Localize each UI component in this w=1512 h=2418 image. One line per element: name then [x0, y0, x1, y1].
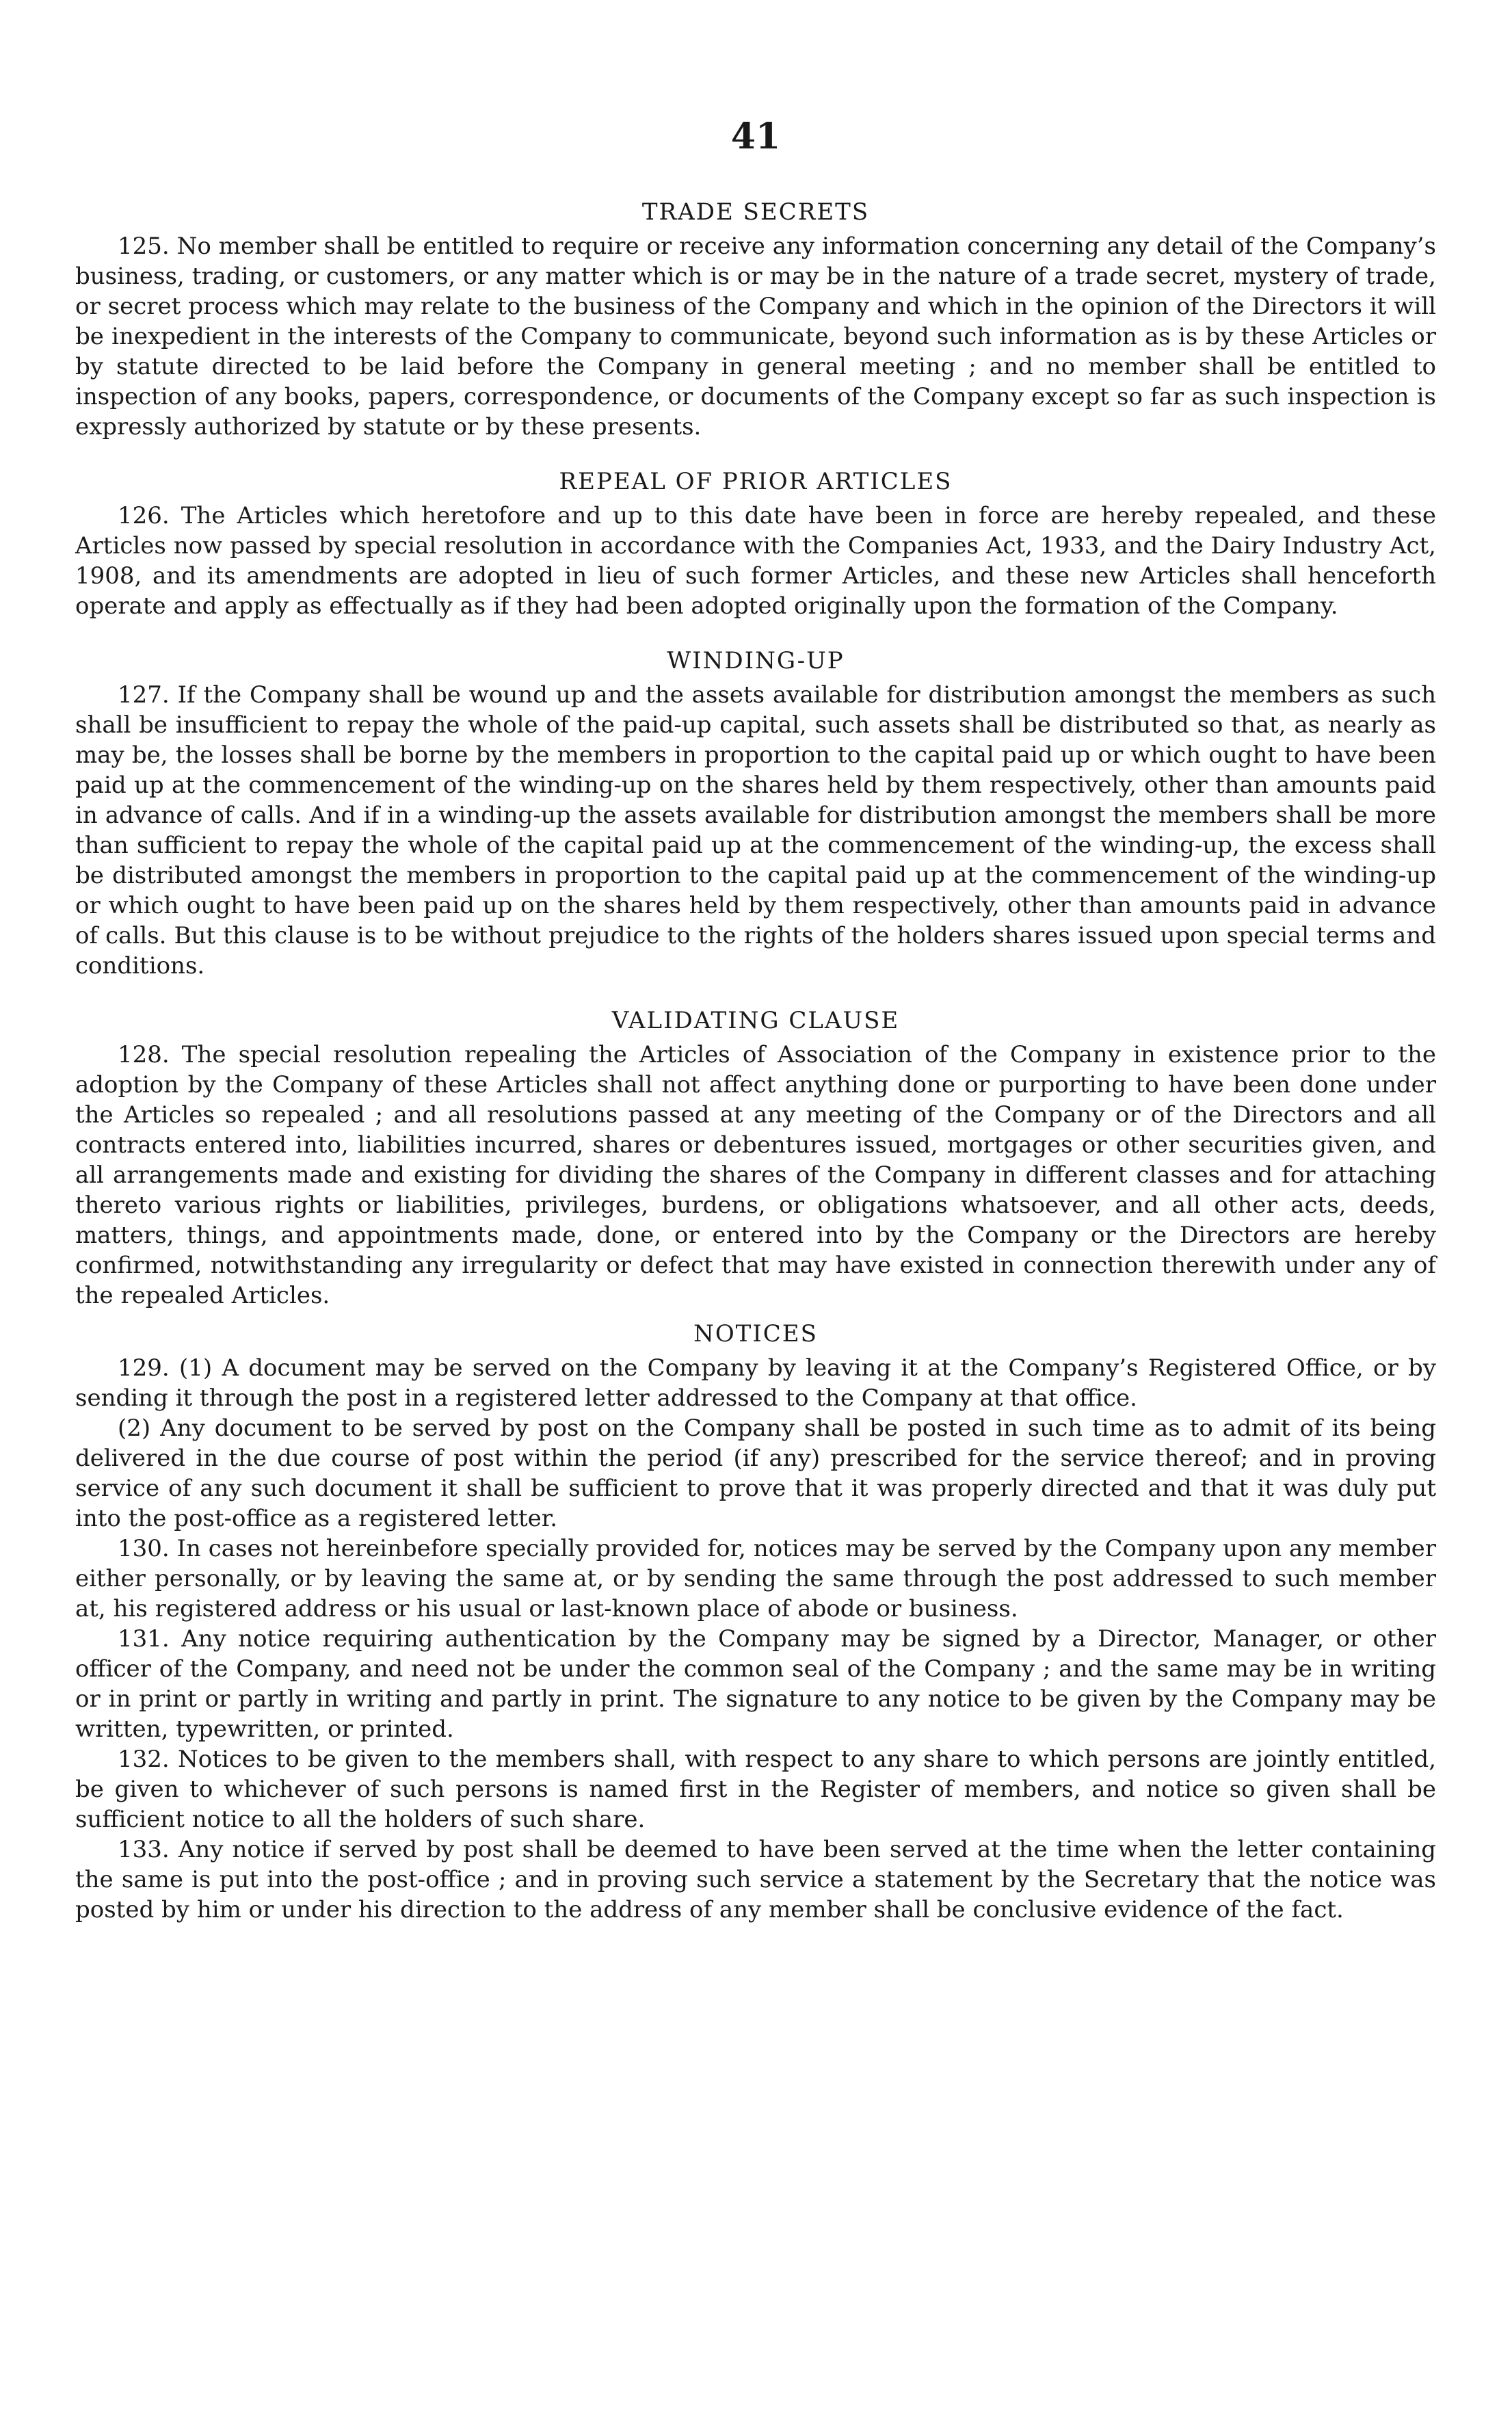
paragraph-125: 125. No member shall be entitled to require or receive any information concerning any detail of the Company’s business, trading, or customers, or any matter which is or may be in the nature of a trade secret, mystery of trade, or secret process which may relate to the business of the Company and which in the opinion of the Directors it will be inexpedient in the interests of the Company to communicate, beyond such information as is by these Articles or by statute directed to be laid before the Company in general meeting ; and no member shall be entitled to inspection of any books, papers, correspondence, or documents of the Company except so far as such inspection is expressly authorized by statute or by these presents. [75, 233, 1436, 441]
paragraph-127: 127. If the Company shall be wound up and the assets available for distribution amongst the members as such shall be insufficient to repay the whole of the paid-up capital, such assets shall be distributed so that, as nearly as may be, the losses shall be borne by the members in proportion to the capital paid up or which ought to have been paid up at the commencement of the winding-up on the shares held by them respectively, other than amounts paid in advance of calls. And if in a winding-up the assets available for distribution amongst the members shall be more than sufficient to repay the whole of the capital paid up at the commencement of the winding-up, the excess shall be distributed amongst the members in proportion to the capital paid up at the commencement of the winding-up or which ought to have been paid up on the shares held by them respectively, other than amounts paid in advance of calls. But this clause is to be without prejudice to the rights of the holders shares issued upon special terms and conditions. [75, 681, 1436, 980]
section-trade-secrets [75, 197, 1436, 442]
section-title: NOTICES [693, 1320, 818, 1348]
section-validating-clause [75, 1006, 1436, 1311]
page-number: 41 [730, 116, 781, 157]
paragraph-133: 133. Any notice if served by post shall be deemed to have been served at the time when the letter containing the same is put into the post-office ; and in proving such service a statement by the Secretary that the notice was posted by him or under his direction to the address of any member shall be conclusive evidence of the fact. [75, 1836, 1436, 1923]
paragraph-129-2: (2) Any document to be served by post on the Company shall be posted in such time as to admit of its being delivered in the due course of post within the period (if any) prescribed for the service thereof; and in proving service of any such document it shall be sufficient to prove that it was properly directed and that it was duly put into the post-office as a registered letter. [75, 1415, 1436, 1532]
paragraph-131: 131. Any notice requiring authentication by the Company may be signed by a Director, Manager, or other officer of the Company, and need not be under the common seal of the Company ; and the same may be in writing or in print or partly in writing and partly in print. The signature to any notice to be given by the Company may be written, typewritten, or printed. [75, 1625, 1436, 1743]
paragraph-130: 130. In cases not hereinbefore specially provided for, notices may be served by the Company upon any member either personally, or by leaving the same at, or by sending the same through the post addressed to such member at, his registered address or his usual or last-known place of abode or business. [75, 1535, 1436, 1622]
paragraph-126: 126. The Articles which heretofore and up to this date have been in force are hereby repealed, and these Articles now passed by special resolution in accordance with the Companies Act, 1933, and the Dairy Industry Act, 1908, and its amendments are adopted in lieu of such former Articles, and these new Articles shall henceforth operate and apply as effectually as if they had been adopted originally upon the formation of the Company. [75, 502, 1436, 620]
paragraph-132: 132. Notices to be given to the members shall, with respect to any share to which persons are jointly entitled, be given to whichever of such persons is named first in the Register of members, and notice so given shall be sufficient notice to all the holders of such share. [75, 1746, 1436, 1833]
section-title: REPEAL OF PRIOR ARTICLES [559, 468, 953, 495]
paragraph-129-1: 129. (1) A document may be served on the Company by leaving it at the Company’s Registered Office, or by sending it through the post in a registered letter addressed to the Company at that office. [75, 1354, 1436, 1412]
section-winding-up [75, 646, 1436, 981]
section-repeal-of-prior-articles [75, 466, 1436, 621]
section-title: WINDING-UP [667, 647, 845, 674]
paragraph-128: 128. The special resolution repealing the Articles of Association of the Company in existence prior to the adoption by the Company of these Articles shall not affect anything done or purporting to have been done under the Articles so repealed ; and all resolutions passed at any meeting of the Company or of the Directors and all contracts entered into, liabilities incurred, shares or debentures issued, mortgages or other securities given, and all arrangements made and existing for dividing the shares of the Company in different classes and for attaching thereto various rights or liabilities, privileges, burdens, or obligations whatsoever, and all other acts, deeds, matters, things, and appointments made, done, or entered into by the Company or the Directors are hereby confirmed, notwithstanding any irregularity or defect that may have existed in connection therewith under any of the repealed Articles. [75, 1041, 1436, 1309]
document-page [75, 109, 1436, 1925]
section-title: TRADE SECRETS [641, 198, 870, 226]
section-title: VALIDATING CLAUSE [611, 1007, 900, 1034]
section-notices [75, 1319, 1436, 1925]
